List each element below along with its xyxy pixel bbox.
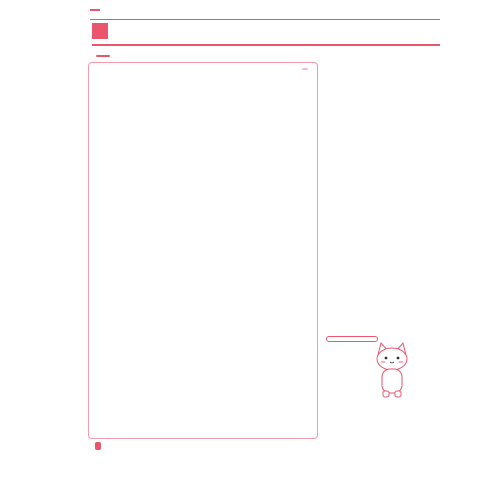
header-divider [90, 19, 440, 20]
title-underline [92, 44, 440, 46]
lesson-title [92, 23, 114, 39]
chapter-tag [90, 9, 100, 11]
answer-label [95, 442, 101, 450]
mascot-speech-bubble [326, 336, 378, 342]
answer-footer [90, 442, 430, 450]
check-box [88, 62, 318, 439]
chapter-header [90, 3, 106, 17]
point-badge [302, 68, 308, 70]
cat-mascot-icon [372, 341, 412, 399]
lesson-number [92, 23, 108, 39]
answer-text [106, 442, 406, 450]
check-label [96, 55, 110, 57]
